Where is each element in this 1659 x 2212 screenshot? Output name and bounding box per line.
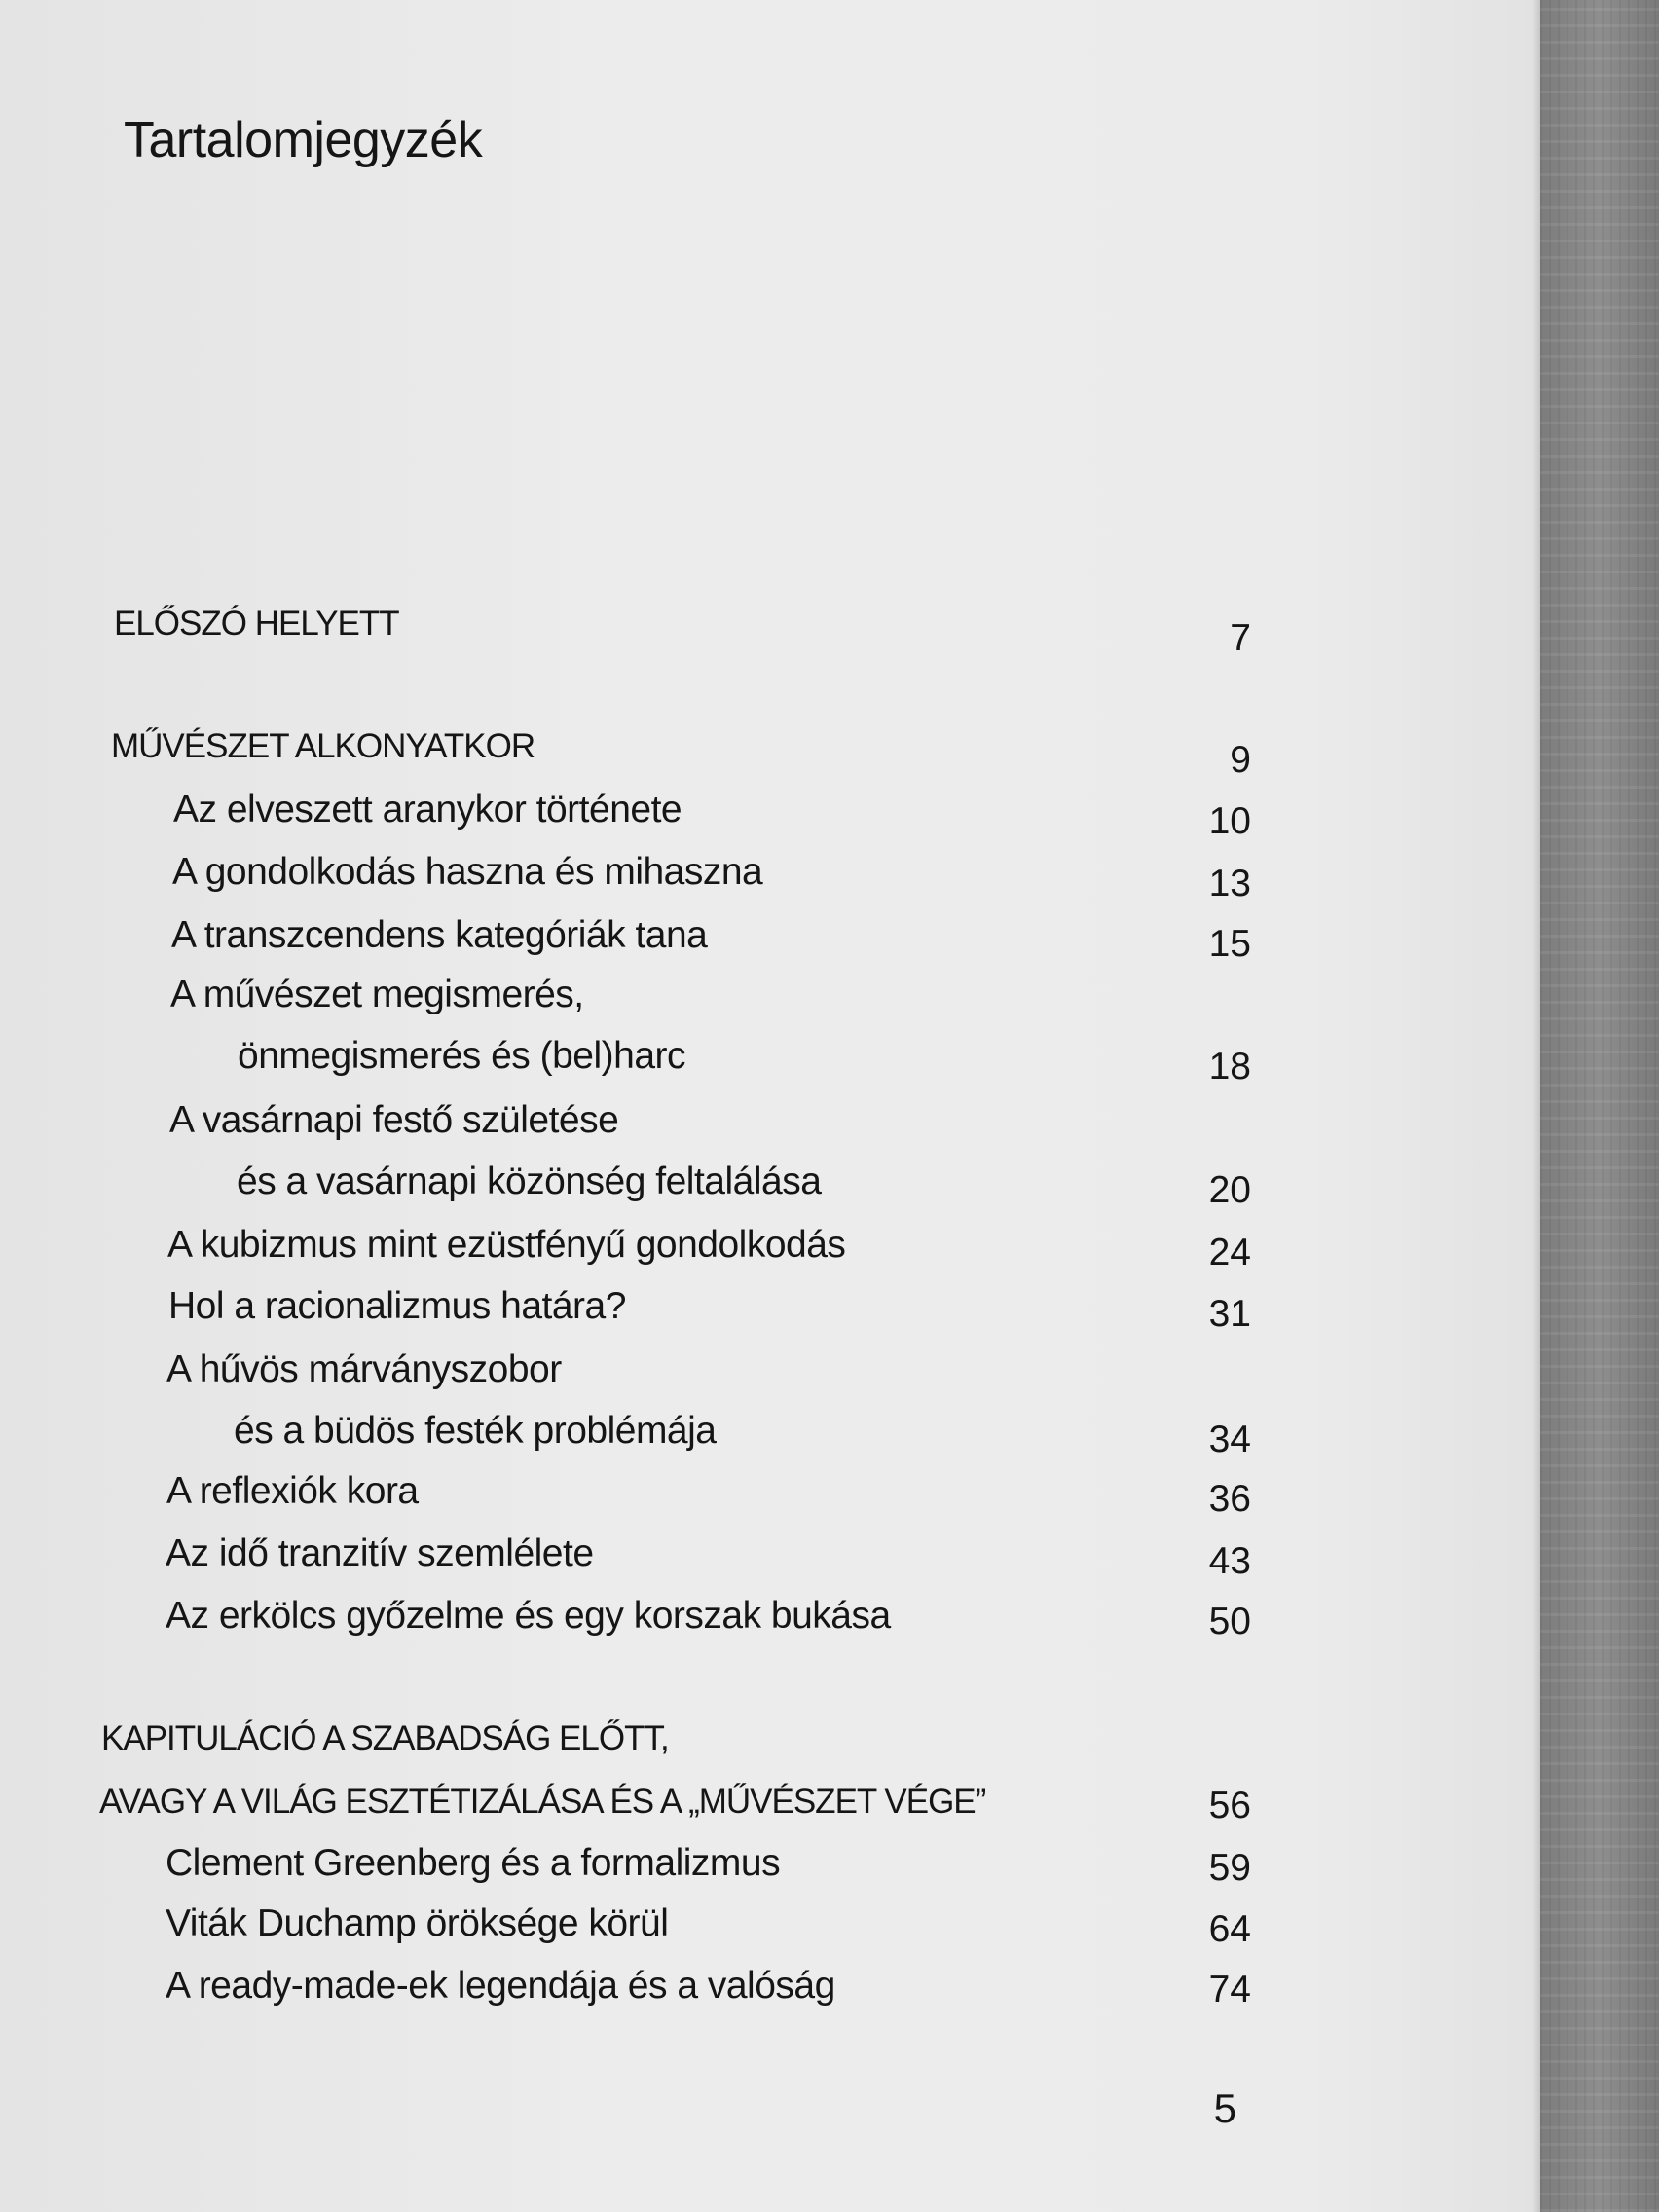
toc-entry: A gondolkodás haszna és mihaszna (172, 851, 763, 893)
section-heading: KAPITULÁCIÓ A SZABADSÁG ELŐTT, (101, 1719, 669, 1757)
toc-entry: A vasárnapi festő születése (169, 1099, 619, 1141)
page-number: 7 (1230, 617, 1251, 659)
page-number: 64 (1208, 1908, 1251, 1950)
page-number: 31 (1208, 1293, 1251, 1335)
page-number: 59 (1208, 1847, 1251, 1889)
toc-entry-continuation: és a vasárnapi közönség feltalálása (237, 1161, 822, 1202)
toc-entry: Az elveszett aranykor története (173, 789, 682, 830)
page-edge-shadow (1532, 0, 1540, 2212)
page-title: Tartalomjegyzék (124, 112, 483, 168)
toc-entry: A hűvös márványszobor (166, 1348, 562, 1390)
toc-entry: Clement Greenberg és a formalizmus (166, 1842, 781, 1884)
page-number: 43 (1208, 1540, 1251, 1582)
page-number: 50 (1208, 1601, 1251, 1642)
section-heading-continuation: AVAGY A VILÁG ESZTÉTIZÁLÁSA ÉS A „MŰVÉSZET VÉGE” (99, 1783, 986, 1821)
book-spine (1540, 0, 1659, 2212)
folio-page-number: 5 (1213, 2085, 1236, 2131)
page-number: 15 (1208, 923, 1251, 965)
toc-entry: Az erkölcs győzelme és egy korszak bukása (166, 1595, 891, 1637)
toc-entry: Viták Duchamp öröksége körül (166, 1902, 669, 1944)
toc-entry: A művészet megismerés, (170, 974, 584, 1015)
toc-entry: A kubizmus mint ezüstfényű gondolkodás (167, 1224, 846, 1266)
page-number: 36 (1208, 1478, 1251, 1520)
page-number: 74 (1208, 1969, 1251, 2010)
toc-entry-continuation: önmegismerés és (bel)harc (238, 1035, 686, 1077)
page-number: 24 (1208, 1232, 1251, 1273)
page-number: 13 (1208, 863, 1251, 904)
page-number: 56 (1208, 1785, 1251, 1826)
page-number: 20 (1208, 1169, 1251, 1211)
page-number: 18 (1208, 1046, 1251, 1088)
toc-entry: A reflexiók kora (166, 1470, 419, 1512)
toc-entry: A ready-made-ek legendája és a valóság (166, 1965, 835, 2007)
section-heading: ELŐSZÓ HELYETT (114, 605, 399, 643)
page-number: 10 (1208, 800, 1251, 842)
toc-entry: Az idő tranzitív szemlélete (166, 1532, 594, 1574)
toc-entry-continuation: és a büdös festék problémája (234, 1410, 717, 1452)
section-heading: MŰVÉSZET ALKONYATKOR (111, 727, 535, 765)
page-number: 34 (1208, 1419, 1251, 1460)
page-number: 9 (1230, 739, 1251, 781)
toc-entry: A transzcendens kategóriák tana (171, 914, 708, 956)
toc-entry: Hol a racionalizmus határa? (168, 1285, 626, 1327)
